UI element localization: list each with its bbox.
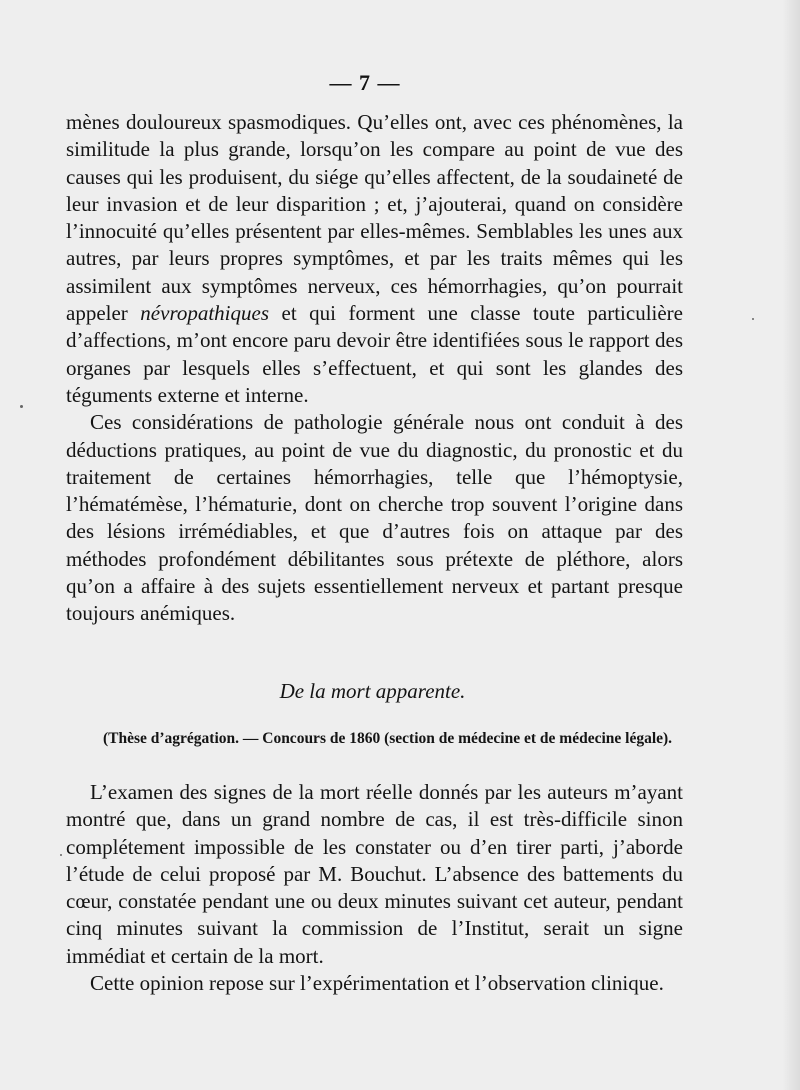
paragraph-text: mènes douloureux spasmodiques. Qu’elles ont, avec ces phénomènes, la similitude la plus grande, lorsqu’on les compare au point de vue des causes qui les produisent, du siége qu’elles affectent, de la soudaineté de leur invasion et de leur disparition ; et, j’ajouterai, quand on considère l’innocuité qu’elles présentent par elles-mêmes. Semblables les unes aux autres, par leurs propres symptômes, et par les traits mêmes qui les assimilent aux symptômes nerveux, ces hémorrhagies, qu’on pourrait appeler (66, 110, 683, 326)
paragraph-text-after: et qui forment une classe toute particulière d’affections, m’ont encore paru devoir être identifiées sous le rapport des organes par lesquels elles s’effectuent, et qui sont les glandes des téguments externe et interne. (66, 301, 683, 407)
page-edge-shadow (782, 0, 800, 1090)
paper-speck (20, 405, 23, 408)
body-text-section (66, 779, 683, 997)
paragraph-continued (66, 109, 683, 409)
paragraph: Cette opinion repose sur l’expérimentation et l’observation clinique. (90, 971, 664, 996)
page-number: — 7 — (329, 70, 401, 95)
paragraph: L’examen des signes de la mort réelle donnés par les auteurs m’ayant montré que, dans un grand nombre de cas, il est très-difficile sinon complétement impossible de les constater ou d’en tirer parti, j’aborde l’étude de celui proposé par M. Bouchut. L’absence des battements du cœur, constatée pendant une ou deux minutes suivant cet auteur, pendant cinq minutes suivant la commission de l’Institut, serait un signe immédiat et certain de la mort. (66, 780, 683, 968)
italic-term: névropathiques (140, 301, 269, 326)
paper-speck (60, 854, 62, 856)
paragraph: Ces considérations de pathologie générale nous ont conduit à des déductions pratiques, au point de vue du diagnostic, du pronostic et du traitement de certaines hémorrhagies, telle que l’hémoptysie, l’hématémèse, l’hématurie, dont on cherche trop souvent l’origine dans des lésions irrémédiables, et que d’autres fois on attaque par des méthodes profondément débilitantes sous prétexte de pléthore, alors qu’on a affaire à des sujets essentiellement nerveux et partant presque toujours anémiques. (66, 410, 683, 626)
paper-speck (752, 318, 754, 320)
section-subtitle: (Thèse d’agrégation. — Concours de 1860 (section de médecine et de médecine légale). (102, 730, 673, 747)
section-title: De la mort apparente. (279, 679, 466, 703)
body-text-top (66, 109, 683, 628)
